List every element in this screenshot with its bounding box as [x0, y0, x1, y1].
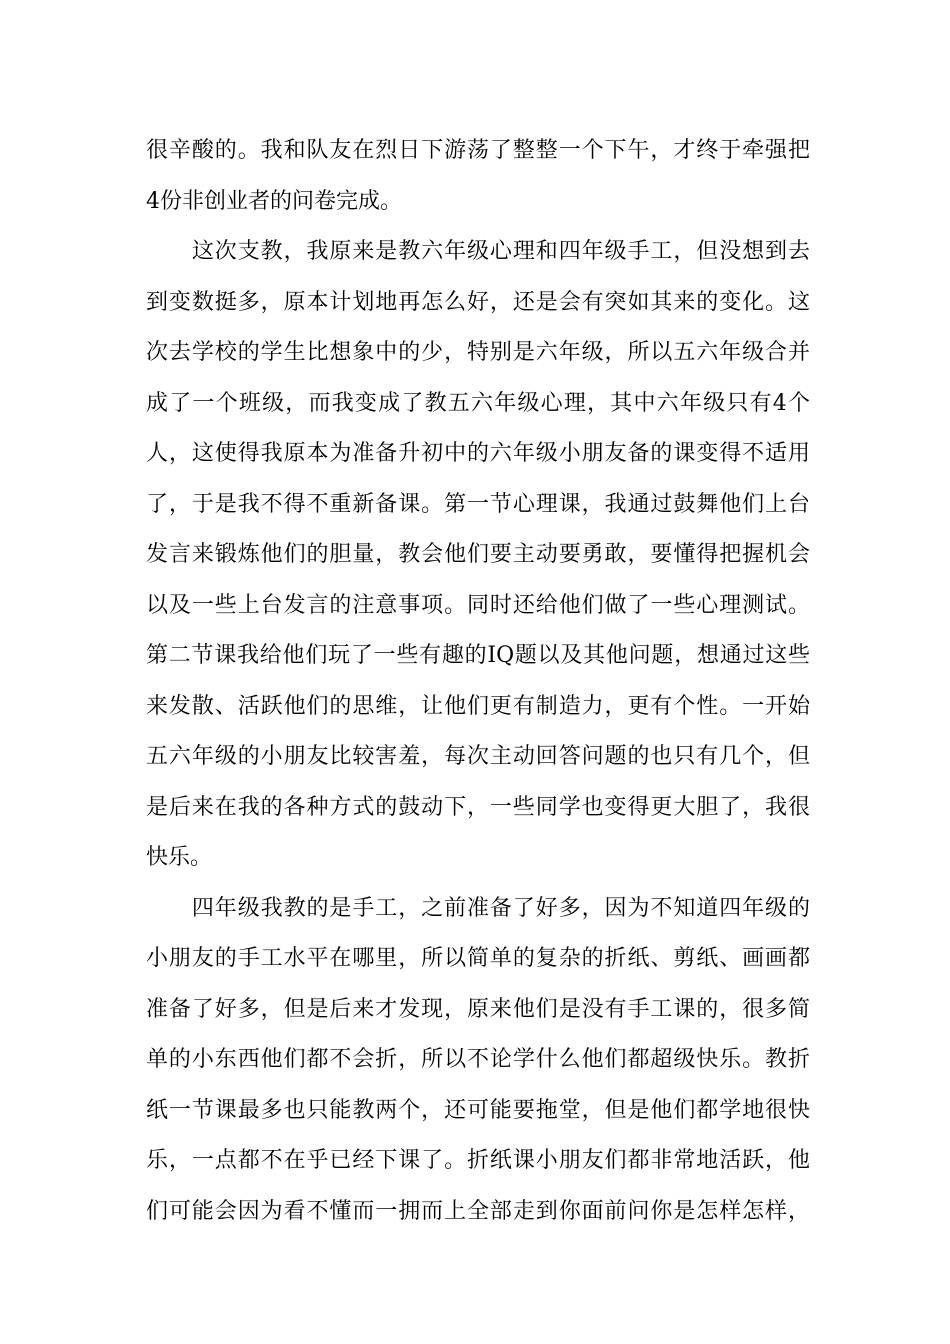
text-line: 快乐。 — [146, 845, 213, 870]
text-line: 发言来锻炼他们的胆量，教会他们要主动要勇敢，要懂得把握机会 — [146, 542, 810, 567]
text-line: 了，于是我不得不重新备课。第一节心理课，我通过鼓舞他们上台 — [146, 491, 810, 517]
text-line: 单的小东西他们都不会折，所以不论学什么他们都超级快乐。教折 — [146, 1047, 810, 1072]
text-line: 准备了好多，但是后来才发现，原来他们是没有手工课的，很多简 — [146, 996, 810, 1022]
text-line: 以及一些上台发言的注意事项。同时还给他们做了一些心理测试。 — [146, 592, 810, 618]
text-line: 第二节课我给他们玩了一些有趣的IQ题以及其他问题，想通过这些 — [146, 643, 810, 668]
paragraph-3 — [146, 884, 810, 1238]
paragraph-1 — [146, 126, 810, 227]
text-line: 成了一个班级，而我变成了教五六年级心理，其中六年级只有4个 — [146, 390, 810, 416]
text-line: 五六年级的小朋友比较害羞，每次主动回答问题的也只有几个，但 — [146, 744, 810, 769]
text-line: 4份非创业者的问卷完成。 — [146, 188, 402, 214]
text-line: 次去学校的学生比想象中的少，特别是六年级，所以五六年级合并 — [146, 340, 810, 365]
text-line: 人，这使得我原本为准备升初中的六年级小朋友备的课变得不适用 — [146, 441, 810, 466]
text-line: 纸一节课最多也只能教两个，还可能要拖堂，但是他们都学地很快 — [146, 1097, 810, 1123]
text-line: 是后来在我的各种方式的鼓动下，一些同学也变得更大胆了，我很 — [146, 794, 810, 820]
text-line: 到变数挺多，原本计划地再怎么好，还是会有突如其来的变化。这 — [146, 289, 810, 315]
text-line: 来发散、活跃他们的思维，让他们更有制造力，更有个性。一开始 — [146, 693, 810, 719]
text-line: 乐，一点都不在乎已经下课了。折纸课小朋友们都非常地活跃，他 — [146, 1148, 810, 1173]
paragraph-2 — [146, 227, 810, 884]
document-body — [146, 126, 810, 1237]
text-line: 小朋友的手工水平在哪里，所以简单的复杂的折纸、剪纸、画画都 — [146, 946, 810, 971]
text-line: 很辛酸的。我和队友在烈日下游荡了整整一个下午，才终于牵强把 — [146, 138, 810, 163]
text-line: 这次支教，我原来是教六年级心理和四年级手工，但没想到去 — [146, 239, 810, 264]
text-line: 们可能会因为看不懂而一拥而上全部走到你面前问你是怎样怎样， — [146, 1198, 810, 1224]
text-line: 四年级我教的是手工，之前准备了好多，因为不知道四年级的 — [146, 895, 810, 921]
